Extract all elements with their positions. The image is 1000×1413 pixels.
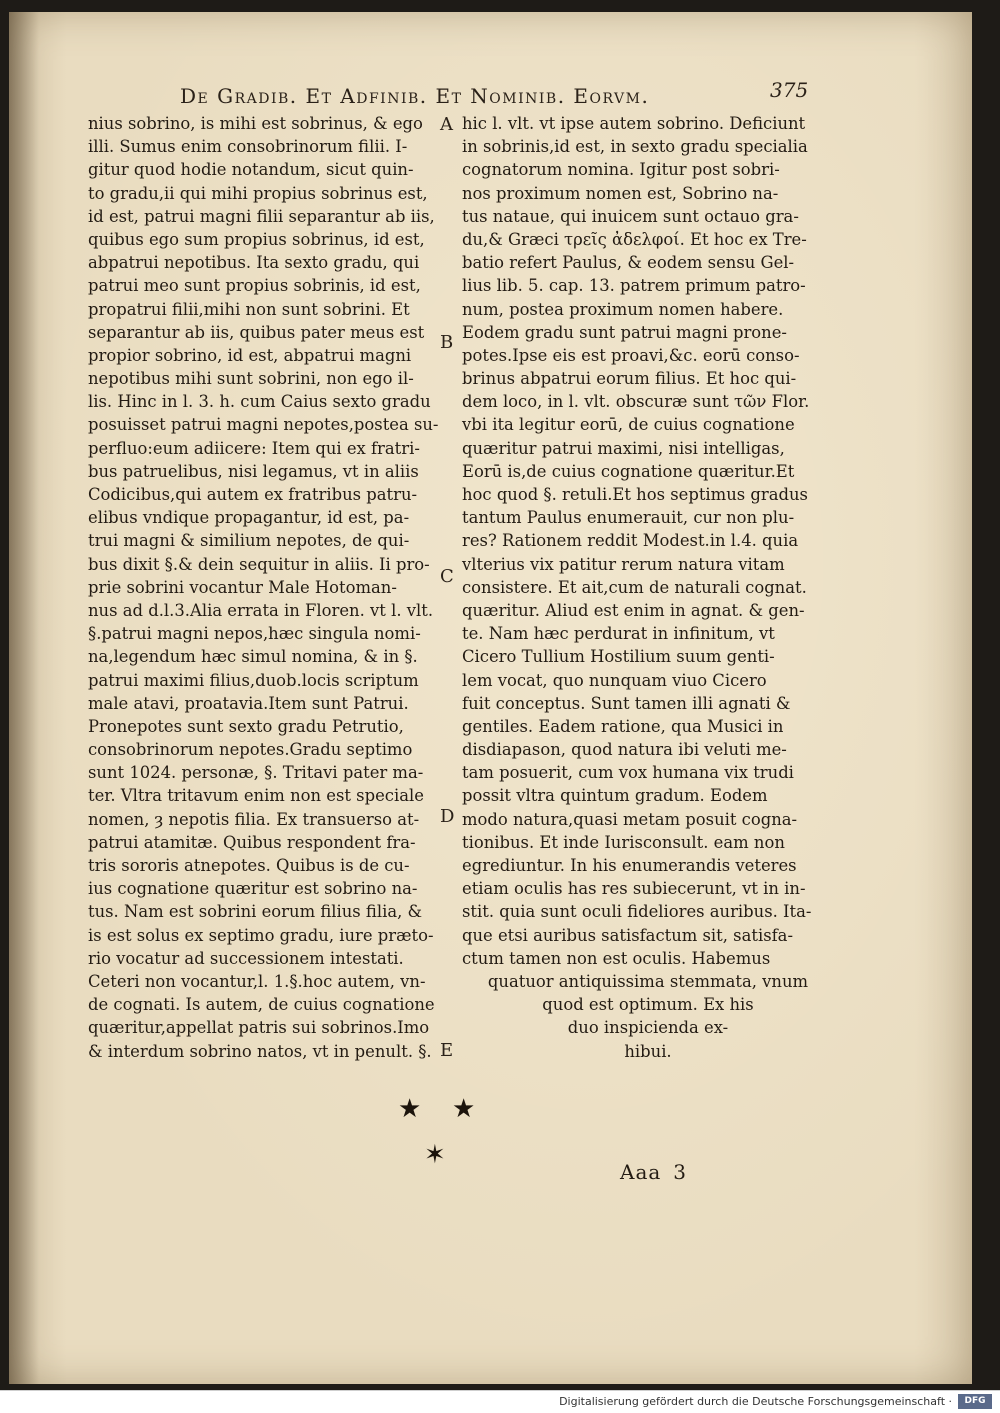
text-line: potes.Ipse eis est proavi,&c. eorū conso- — [462, 345, 800, 365]
text-line: nos proximum nomen est, Sobrino na- — [462, 183, 779, 203]
text-line: du,& Græci τρεῖς ἀδελφοί. Et hoc ex Tre- — [462, 229, 807, 249]
text-line: illi. Sumus enim consobrinorum filii. I- — [88, 137, 408, 157]
text-line: vbi ita legitur eorū, de cuius cognatione — [462, 415, 795, 435]
text-line: & interdum sobrino natos, vt in penult. §. — [88, 1041, 432, 1061]
margin-letter-d: D — [440, 806, 455, 827]
text-line: de cognati. Is autem, de cuius cognatione — [88, 995, 435, 1015]
text-line: Eorū is,de cuius cognatione quæritur.Et — [462, 461, 795, 481]
text-line: etiam oculis has res subiecerunt, vt in in- — [462, 879, 806, 899]
text-line: modo natura,quasi metam posuit cogna- — [462, 809, 798, 829]
text-line: quod est optimum. Ex his — [542, 995, 754, 1015]
dfg-logo: DFG — [958, 1394, 992, 1409]
text-line: bus dixit §.& dein sequitur in aliis. Ii pro- — [88, 554, 430, 574]
text-line: abpatrui nepotibus. Ita sexto gradu, qui — [88, 253, 420, 273]
text-line: que etsi auribus satisfactum sit, satisfa- — [462, 925, 793, 945]
margin-letter-b: B — [440, 332, 454, 353]
star-ornament-left: ★ — [398, 1094, 422, 1124]
text-line: consobrinorum nepotes.Gradu septimo — [88, 740, 413, 760]
text-line: quæritur patrui maximi, nisi intelligas, — [462, 438, 785, 458]
text-line: is est solus ex septimo gradu, iure præto- — [88, 925, 434, 945]
text-line: prie sobrini vocantur Male Hotoman- — [88, 577, 397, 597]
text-line: batio refert Paulus, & eodem sensu Gel- — [462, 253, 795, 273]
text-line: duo inspicienda ex- — [567, 1018, 729, 1038]
text-line: patrui atamitæ. Quibus respondent fra- — [88, 832, 416, 852]
text-line: ius cognatione quæritur est sobrino na- — [88, 879, 418, 899]
text-line: dem loco, in l. vlt. obscuræ sunt τῶν Flor. — [462, 392, 810, 412]
text-line: patrui maximi filius,duob.locis scriptum — [88, 670, 419, 690]
right-text-column — [462, 112, 834, 1063]
text-line: Cicero Tullium Hostilium suum genti- — [462, 647, 775, 667]
text-line: tionibus. Et inde Iurisconsult. eam non — [462, 832, 785, 852]
text-line: res? Rationem reddit Modest.in l.4. quia — [462, 531, 799, 551]
text-line: hibui. — [624, 1041, 672, 1061]
text-line: te. Nam hæc perdurat in infinitum, vt — [462, 624, 775, 644]
text-line: id est, patrui magni filii separantur ab iis, — [88, 206, 435, 226]
margin-letter-c: C — [440, 566, 454, 587]
star-ornament-right: ★ — [452, 1094, 476, 1124]
text-line: ctum tamen non est oculis. Habemus — [462, 948, 771, 968]
text-line: tam posuerit, cum vox humana vix trudi — [462, 763, 794, 783]
text-line: tris sororis atnepotes. Quibus is de cu- — [88, 856, 410, 875]
footer-bar — [0, 1390, 1000, 1413]
text-line: hic l. vlt. vt ipse autem sobrino. Deficiunt — [462, 114, 806, 133]
text-line: tus nataue, qui inuicem sunt octauo gra- — [462, 206, 799, 226]
text-line: nus ad d.l.3.Alia errata in Floren. vt l. vlt. — [88, 600, 434, 620]
text-line: nomen, ȝ nepotis filia. Ex transuerso at- — [88, 809, 420, 829]
text-line: §.patrui magni nepos,hæc singula nomi- — [88, 624, 421, 644]
text-line: Codicibus,qui autem ex fratribus patru- — [88, 485, 418, 504]
text-line: nepotibus mihi sunt sobrini, non ego il- — [88, 369, 414, 389]
text-line: in sobrinis,id est, in sexto gradu specialia — [462, 137, 808, 157]
text-line: lius lib. 5. cap. 13. patrem primum patro- — [462, 276, 806, 296]
text-line: gitur quod hodie notandum, sicut quin- — [88, 160, 414, 180]
text-line: posuisset patrui magni nepotes,postea su- — [88, 415, 439, 435]
text-line: tus. Nam est sobrini eorum filius filia, & — [88, 902, 423, 922]
signature-mark — [620, 1160, 687, 1184]
margin-letter-a: A — [440, 114, 453, 135]
signature-letters: Aaa — [620, 1160, 662, 1184]
page-number: 375 — [770, 78, 809, 102]
signature-number: 3 — [673, 1160, 688, 1184]
text-line: elibus vndique propagantur, id est, pa- — [88, 508, 410, 528]
text-line: nius sobrino, is mihi est sobrinus, & ego — [88, 114, 423, 133]
text-line: fuit conceptus. Sunt tamen illi agnati & — [462, 693, 791, 713]
text-line: cognatorum nomina. Igitur post sobri- — [462, 160, 780, 180]
text-line: quæritur. Aliud est enim in agnat. & gen- — [462, 600, 805, 620]
text-line: patrui meo sunt propius sobrinis, id est, — [88, 276, 421, 296]
text-line: egrediuntur. In his enumerandis veteres — [462, 856, 797, 875]
text-line: propatrui filii,mihi non sunt sobrini. Et — [88, 299, 410, 319]
text-line: consistere. Et ait,cum de naturali cognat. — [462, 577, 807, 597]
text-line: Eodem gradu sunt patrui magni prone- — [462, 322, 787, 342]
text-line: propior sobrino, id est, abpatrui magni — [88, 345, 412, 365]
text-line: perfluo:eum adiicere: Item qui ex fratri- — [88, 438, 420, 458]
text-line: vlterius vix patitur rerum natura vitam — [462, 554, 785, 574]
text-line: trui magni & similium nepotes, de qui- — [88, 531, 410, 551]
text-line: ter. Vltra tritavum enim non est speciale — [88, 786, 424, 806]
text-line: hoc quod §. retuli.Et hos septimus gradus — [462, 485, 808, 504]
text-line: brinus abpatrui eorum filius. Et hoc qui- — [462, 369, 797, 389]
text-line: num, postea proximum nomen habere. — [462, 299, 784, 319]
text-line: quibus ego sum propius sobrinus, id est, — [88, 229, 425, 249]
running-head: De Gradib. Et Adfinib. Et Nominib. Eorvm. — [180, 84, 650, 108]
text-line: tantum Paulus enumerauit, cur non plu- — [462, 508, 795, 528]
text-line: gentiles. Eadem ratione, qua Musici in — [462, 716, 784, 736]
text-line: disdiapason, quod natura ibi veluti me- — [462, 740, 787, 760]
text-line: stit. quia sunt oculi fideliores auribus. Ita- — [462, 902, 812, 922]
text-line: separantur ab iis, quibus pater meus est — [88, 322, 425, 342]
text-line: male atavi, proatavia.Item sunt Patrui. — [88, 693, 409, 713]
star-ornament-bottom: ✶ — [424, 1140, 446, 1170]
text-line: Pronepotes sunt sexto gradu Petrutio, — [88, 716, 404, 736]
text-line: rio vocatur ad successionem intestati. — [88, 948, 404, 968]
text-line: to gradu,ii qui mihi propius sobrinus est, — [88, 183, 428, 203]
text-line: na,legendum hæc simul nomina, & in §. — [88, 647, 418, 667]
text-line: lis. Hinc in l. 3. h. cum Caius sexto gradu — [88, 392, 431, 412]
margin-letter-e: E — [440, 1040, 454, 1061]
left-text-column — [88, 112, 438, 1063]
funding-note: Digitalisierung gefördert durch die Deutsche Forschungsgemeinschaft · — [559, 1395, 952, 1408]
text-line: lem vocat, quo nunquam viuo Cicero — [462, 670, 767, 690]
text-line: sunt 1024. personæ, §. Tritavi pater ma- — [88, 763, 424, 783]
spine-shadow — [9, 12, 39, 1384]
text-line: quatuor antiquissima stemmata, vnum — [487, 971, 809, 991]
text-line: possit vltra quintum gradum. Eodem — [462, 786, 768, 806]
text-line: quæritur,appellat patris sui sobrinos.Imo — [88, 1018, 430, 1038]
text-line: Ceteri non vocantur,l. 1.§.hoc autem, vn- — [88, 971, 426, 991]
text-line: bus patruelibus, nisi legamus, vt in aliis — [88, 461, 419, 481]
